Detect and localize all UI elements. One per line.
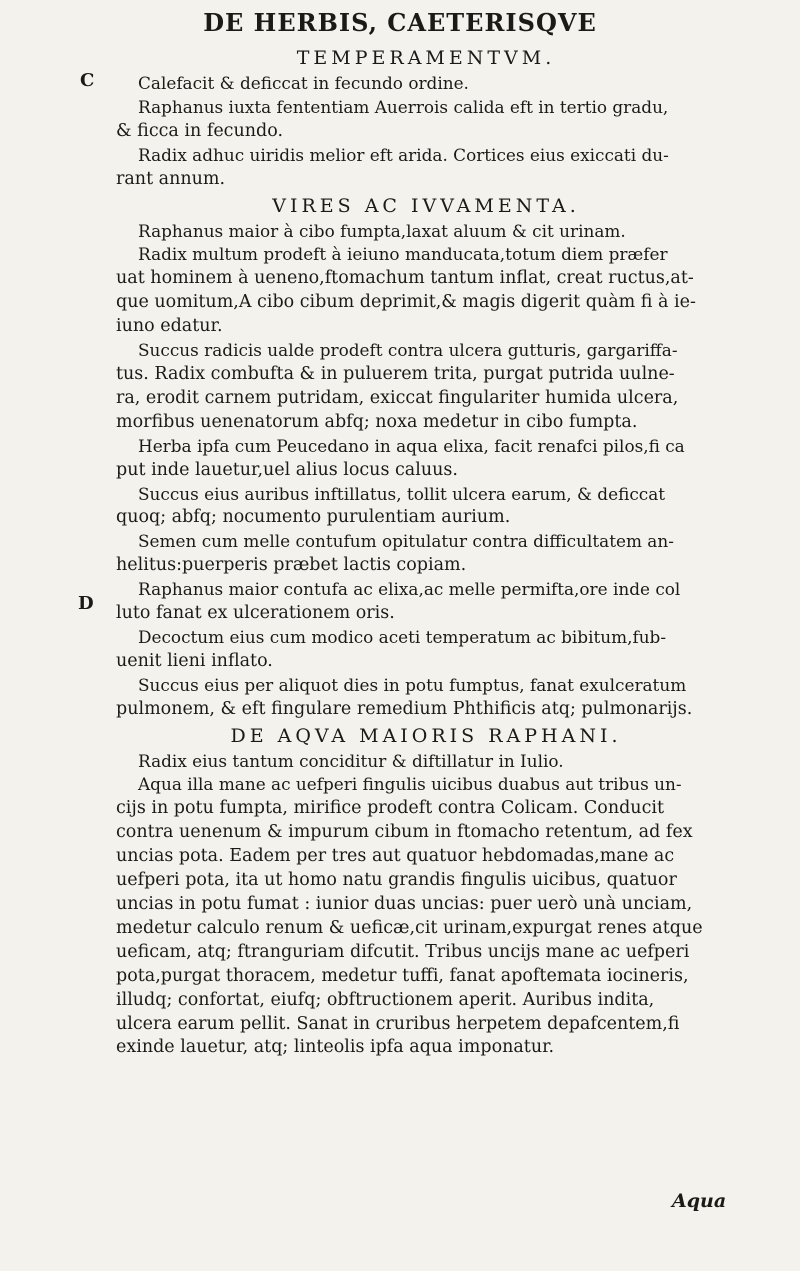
- text-line: Succus radicis ualde prodeft contra ulcera gutturis, gargariffa-: [138, 340, 678, 361]
- text-line: Semen cum melle contufum opitulatur contra difficultatem an-: [138, 531, 674, 552]
- text-line: luto fanat ex ulcerationem oris.: [116, 603, 395, 624]
- text-line: Decoctum eius cum modico aceti temperatum ac bibitum,fub-: [138, 626, 667, 647]
- text-line: iuno edatur.: [116, 316, 223, 337]
- text-line: Succus eius per aliquot dies in potu fumptus, fanat exulceratum: [138, 674, 687, 695]
- text-line: rant annum.: [116, 168, 226, 189]
- text-line: quoq; abfq; nocumento purulentiam aurium.: [116, 507, 511, 528]
- text-line: medetur calculo renum & ueficæ,cit urinam,expurgat renes atque: [116, 917, 703, 938]
- text-line: ra, erodit carnem putridam, exiccat fingulariter humida ulcera,: [116, 387, 679, 408]
- text-line: Radix adhuc uiridis melior eft arida. Cortices eius exiccati du-: [138, 144, 669, 165]
- text-line: exinde lauetur, atq; linteolis ipfa aqua imponatur.: [116, 1037, 555, 1058]
- text-line: tus. Radix combufta & in puluerem trita, purgat putrida uulne-: [116, 363, 675, 384]
- running-head: DE HERBIS, CAETERISQVE: [203, 8, 597, 37]
- text-line: Calefacit & deficcat in fecundo ordine.: [138, 73, 469, 93]
- text-line: pulmonem, & eft fingulare remedium Phthificis atq; pulmonarijs.: [116, 698, 693, 719]
- text-line: ulcera earum pellit. Sanat in cruribus herpetem depafcentem,fi: [116, 1013, 680, 1034]
- text-line: uenit lieni inflato.: [116, 650, 273, 671]
- text-line: uat hominem à ueneno,ftomachum tantum inflat, creat ructus,at-: [116, 268, 694, 289]
- section-heading: DE AQVA MAIORIS RAPHANI.: [230, 724, 622, 747]
- text-line: put inde lauetur,uel alius locus caluus.: [116, 459, 458, 480]
- text-line: ueficam, atq; ftranguriam difcutit. Tribus uncijs mane ac uefperi: [116, 941, 690, 962]
- text-line: uncias in potu fumat : iunior duas uncias: puer uerò unà unciam,: [116, 894, 693, 914]
- text-line: Radix eius tantum conciditur & diftillatur in Iulio.: [138, 750, 564, 771]
- text-line: Raphanus maior contufa ac elixa,ac melle permifta,ore inde col: [138, 579, 681, 600]
- section-heading: TEMPERAMENTVM.: [296, 47, 556, 69]
- text-line: Raphanus iuxta fententiam Auerrois calida eft in tertio gradu,: [138, 96, 669, 117]
- text-line: que uomitum,A cibo cibum deprimit,& magis digerit quàm fi à ie-: [116, 292, 696, 313]
- text-line: pota,purgat thoracem, medetur tuffi, fanat apoftemata iocineris,: [116, 965, 689, 986]
- text-line: illudq; confortat, eiufq; obftructionem aperit. Auribus indita,: [116, 989, 655, 1010]
- text-line: Raphanus maior à cibo fumpta,laxat aluum & cit urinam.: [138, 220, 626, 241]
- text-line: & ficca in fecundo.: [116, 120, 284, 141]
- text-line: uncias pota. Eadem per tres aut quatuor hebdomadas,mane ac: [116, 846, 675, 867]
- text-line: Aqua illa mane ac uefperi fingulis uicibus duabus aut tribus un-: [138, 774, 682, 795]
- text-line: morfibus uenenatorum abfq; noxa medetur in cibo fumpta.: [116, 411, 638, 432]
- text-line: helitus:puerperis præbet lactis copiam.: [116, 555, 467, 576]
- section-heading: VIRES AC IVVAMENTA.: [272, 194, 580, 217]
- catchword: Aqua: [672, 1190, 727, 1212]
- text-line: contra uenenum & impurum cibum in ftomacho retentum, ad fex: [116, 822, 693, 843]
- text-body: [116, 44, 736, 1060]
- text-line: cijs in potu fumpta, mirifice prodeft contra Colicam. Conducit: [116, 798, 664, 819]
- margin-letter-c: C: [80, 70, 95, 91]
- text-line: Radix multum prodeft à ieiuno manducata,totum diem præfer: [138, 244, 668, 265]
- text-line: uefperi pota, ita ut homo natu grandis fingulis uicibus, quatuor: [116, 870, 677, 891]
- text-line: Succus eius auribus inftillatus, tollit ulcera earum, & deficcat: [138, 483, 666, 504]
- margin-letter-d: D: [78, 593, 94, 614]
- text-line: Herba ipfa cum Peucedano in aqua elixa, facit renafci pilos,fi ca: [138, 435, 685, 456]
